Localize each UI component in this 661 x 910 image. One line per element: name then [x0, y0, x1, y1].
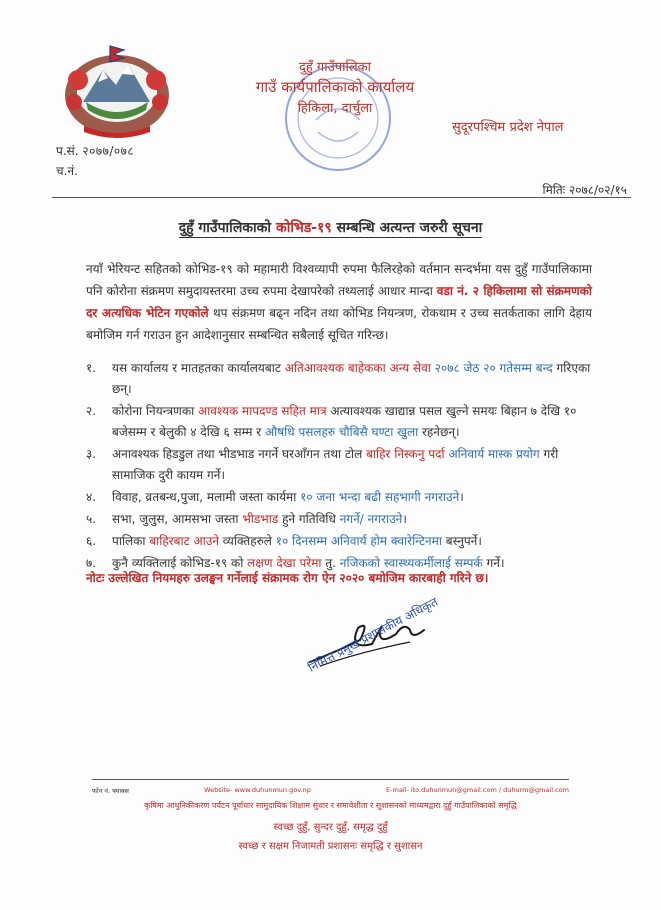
intro-part2: थप संक्रमण बढ्न नदिन तथा कोभिड नियन्त्रण, रोकथाम र उच्च सतर्कताका लागि देहाय बमोजिम गर्न गराउन हुन आदेशानुसार सम्बन्धित सबैलाई सूचित गरिन्छ। — [86, 306, 593, 342]
date-value: २०७८/०२/१५ — [568, 183, 627, 197]
list-item — [86, 401, 592, 443]
nepal-emblem-icon — [58, 40, 176, 140]
reference-number — [56, 142, 134, 159]
item-text-blue: नजिकको स्वास्थ्यकर्मीलाई सम्पर्क — [339, 556, 483, 570]
item-text — [112, 358, 592, 400]
office-name-line3: हिकिला, दार्चुला — [297, 101, 373, 116]
footer-email: E-mail- ito.duhunmun@gmail.com / duhurm@gmail.com — [386, 786, 569, 794]
item-text-plain: कुनै व्यक्तिलाई कोभिड-१९ को — [112, 556, 248, 570]
item-text-plain: यस कार्यालय र मातहतका कार्यालयबाट — [112, 361, 285, 375]
office-name-line2: गाउँ कार्यपालिकाको कार्यालय — [255, 78, 415, 96]
note: नोटः उल्लेखित नियमहरु उलङ्घन गर्नेलाई संक्रामक रोग ऐन २०२० बमोजिम कारबाही गरिने छ। — [86, 571, 489, 585]
item-text — [112, 531, 592, 552]
item-number: ४. — [86, 490, 97, 504]
office-stamp-icon — [278, 58, 398, 178]
footer-slogan1: स्वच्छ दुहुँ, सुन्दर दुहुँ, समृद्ध दुहुँ — [273, 822, 388, 833]
item-number: १. — [86, 361, 97, 375]
item-text-plain: । — [459, 490, 464, 504]
item-text — [112, 487, 592, 508]
list-item — [86, 358, 592, 400]
item-text-plain: गरी सामाजिक दुरी कायम गर्ने। — [112, 447, 559, 482]
item-number: ६. — [86, 534, 97, 548]
intro-paragraph — [86, 258, 592, 346]
item-text-red: भीडभाड — [242, 512, 279, 526]
footer-phone: फोन नं. फ्याक्स — [92, 787, 129, 795]
item-text-plain: अत्यावश्यक खाद्यान्न पसल खुल्ने समयः बिहान ७ देखि १० बजेसम्म र बेलुकी ४ देखि ६ सम्म र — [112, 404, 577, 439]
reference-label: प.सं. — [56, 144, 79, 158]
intro-highlight: वडा नं. २ हिकिलामा सो संक्रमणको दर अत्यधिक भेटिन गएकोले — [86, 284, 592, 320]
item-text-plain: पालिका — [112, 534, 150, 548]
signatory-title: निमित्त प्रमुख प्रशासकीय अधिकृत — [305, 594, 441, 675]
item-text-blue: अनिवार्य मास्क प्रयोग — [448, 447, 540, 461]
footer-slogan2: स्वच्छ र सक्षम निजामती प्रशासनः समृद्धि र सुशासन — [238, 841, 423, 852]
item-text-plain: रहनेछन्। — [418, 425, 460, 439]
item-text-plain: अनावश्यक हिडडुल तथा भीडभाड नगर्ने घरआँगन तथा टोल — [112, 447, 367, 461]
item-text-blue: औषधि पसलहरु चौबिसै घण्टा खुला — [264, 425, 419, 439]
notice-title — [0, 218, 661, 237]
office-name-line1: दुहुँ गाउँपालिका — [298, 60, 372, 75]
title-part3: सम्बन्धि अत्यन्त जरुरी सूचना — [336, 220, 483, 236]
item-text-red: बाहिरबाट आउने — [149, 534, 219, 548]
title-part2: कोभिड-१९ — [275, 220, 332, 236]
item-text-plain: तु. — [321, 556, 340, 570]
footer-tagline: कृषिमा आधुनिकीकरण पर्यटन पूर्वाधार सामुदायिक शिक्षाम सुधार र समावेशीता र सुशासनको माध्यमद्वारा दुहुँ गाउँपालिकाको समृद्धि — [144, 801, 517, 810]
item-text-red: आवश्यक मापदण्ड सहित मात्र — [198, 404, 327, 418]
item-text-blue: २०७८ जेठ २० गतेसम्म बन्द — [434, 361, 553, 375]
item-text-blue: नगर्ने/ नगराउने — [339, 512, 403, 526]
item-number: ५. — [86, 512, 97, 526]
province-name: सुदूरपश्चिम प्रदेश नेपाल — [452, 120, 564, 135]
item-text — [112, 509, 592, 530]
list-item — [86, 487, 592, 508]
item-text-plain: बस्नुपर्ने। — [441, 534, 482, 548]
item-number: २. — [86, 404, 97, 418]
date-label: मितिः — [542, 183, 566, 197]
item-text-plain: । — [402, 512, 407, 526]
title-part1: दुहुँ गाउँपालिकाको — [178, 220, 272, 236]
date — [543, 181, 628, 198]
item-text — [112, 401, 592, 443]
footer-website: Website- www.duhunmun.gov.np — [204, 786, 311, 794]
item-text-red: अतिआवश्यक बाहेकका अन्य सेवा — [284, 361, 431, 375]
intro-part1: नयाँ भेरियन्ट सहितको कोभिड-१९ को महामारी विश्वव्यापी रुपमा फैलिरहेको वर्तमान सन्दर्भमा यस दुहुँ गाउँपालिकामा पनि कोरोना संक्रमण समुदायस्तरमा उच्च रुपमा देखापरेको तथ्यलाई आधार मान्दा — [86, 262, 592, 298]
footer-contacts — [92, 786, 569, 795]
item-number: ७. — [86, 556, 97, 570]
header-divider — [52, 197, 631, 198]
list-item — [86, 509, 592, 530]
reference-value: २०७७/०७८ — [82, 144, 135, 158]
item-text-blue: १० जना भन्दा बढी सहभागी नगराउने — [300, 490, 460, 504]
item-text — [112, 444, 592, 486]
item-text-plain: विवाह, व्रतबन्ध,पुजा, मलामी जस्ता कार्यमा — [112, 490, 301, 504]
item-text-plain: कोरोना नियन्त्रणका — [112, 404, 198, 418]
item-text-red: बाहिर निस्कनु पर्दा — [366, 447, 445, 461]
list-item — [86, 531, 592, 552]
item-text-plain: गरिएका छन्। — [112, 361, 591, 396]
item-text-plain: गर्ने। — [482, 556, 505, 570]
item-text-blue: १० दिनसम्म अनिवार्य होम क्वारेन्टिनमा — [275, 534, 442, 548]
rules-list — [86, 358, 592, 575]
list-item — [86, 444, 592, 486]
item-number: ३. — [86, 447, 97, 461]
item-text-red: लक्षण देखा परेमा — [247, 556, 322, 570]
item-text-plain: हुने गतिविधि — [278, 512, 340, 526]
footer-divider — [92, 779, 569, 780]
item-text-plain: सभा, जुलुस, आमसभा जस्ता — [112, 512, 243, 526]
item-text-plain: व्यक्तिहरुले — [218, 534, 276, 548]
dispatch-label: च.नं. — [56, 164, 78, 178]
